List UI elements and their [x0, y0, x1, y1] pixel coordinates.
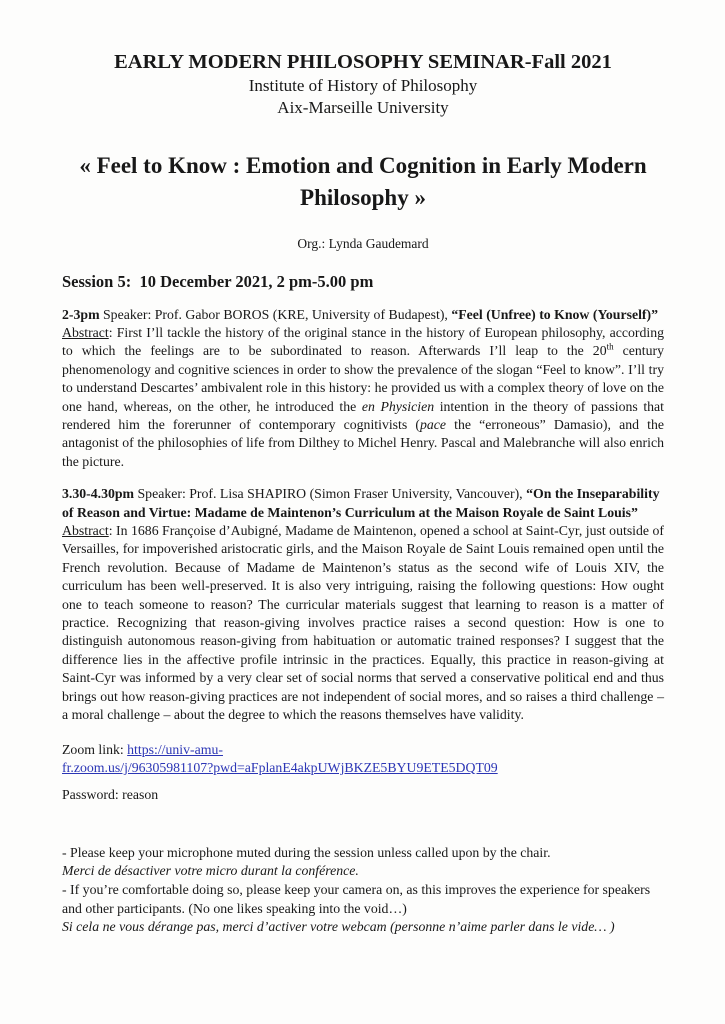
note-microphone-fr: Merci de désactiver votre micro durant la conférence.: [62, 863, 359, 879]
document-header: [62, 50, 664, 119]
seminar-theme-title: « Feel to Know : Emotion and Cognition in Early Modern Philosophy »: [79, 153, 647, 210]
zoom-link-label: Zoom link:: [62, 741, 128, 757]
password-line: Password: reason: [62, 787, 159, 803]
note-microphone-en: - Please keep your microphone muted during the session unless called upon by the chair.: [62, 844, 551, 860]
organizer-line: Org.: Lynda Gaudemard: [297, 235, 429, 251]
institute-line: Institute of History of Philosophy: [248, 75, 478, 95]
university-line: Aix-Marseille University: [277, 98, 449, 118]
talk-boros-heading: 2-3pm Speaker: Prof. Gabor BOROS (KRE, University of Budapest), “Feel (Unfree) to Know (Yourself)”: [62, 306, 658, 322]
zoom-meeting-link[interactable]: [62, 742, 498, 775]
session-rules: [62, 844, 664, 937]
note-camera-fr: Si cela ne vous dérange pas, merci d’activer votre webcam (personne n’aime parler dans le vide… ): [62, 919, 615, 935]
talk-boros: [62, 306, 664, 472]
talk-shapiro: [62, 485, 664, 724]
zoom-url-line1: https://univ-amu-: [127, 741, 223, 757]
talk-shapiro-heading: 3.30-4.30pm Speaker: Prof. Lisa SHAPIRO (Simon Fraser University, Vancouver), “On the Inseparability of Reason and Virtue: Madame de Maintenon’s Curriculum at the Maison Royale de Saint Louis”: [62, 486, 660, 520]
zoom-link-block: [62, 741, 664, 778]
series-title: EARLY MODERN PHILOSOPHY SEMINAR-Fall 2021: [114, 51, 612, 73]
note-camera-en: - If you’re comfortable doing so, please keep your camera on, as this improves the experience for speakers and other participants. (No one likes speaking into the void…): [62, 881, 651, 916]
zoom-url-line2: fr.zoom.us/j/96305981107?pwd=aFplanE4akpUWjBKZE5BYU9ETE5DQT09: [62, 759, 498, 775]
talk-shapiro-abstract: Abstract: In 1686 Françoise d’Aubigné, Madame de Maintenon, opened a school at Saint-Cyr, just outside of Versailles, for impoverished aristocratic girls, and the Maison Royale de Saint Louis remained open until the French revolution. Because of Madame de Maintenon’s status as the second wife of Louis XIV, the curriculum has been well-preserved. It is also very intriguing, raising the following questions: How ought one to teach someone to reason? The curricular materials suggest that learning to reason is a matter of practice. Recognizing that reason-giving involves practice raises a second question: How is one to distinguish autonomous reason-giving from habituation or automatic trained responses? I suggest that the difference lies in the affective profile intrinsic in the practices. Equally, this practice in reason-giving at Saint-Cyr was informed by a very clear set of social norms that served a conservative political end and thus brings out how reason-giving practices are not independent of social mores, and so raises a third challenge – a moral challenge – about the degree to which the reasons themselves have validity.: [62, 523, 664, 723]
session-heading: Session 5: 10 December 2021, 2 pm-5.00 pm: [62, 271, 374, 291]
talk-boros-abstract: Abstract: First I’ll tackle the history of the original stance in the history of European philosophy, according to which the feelings are to be subordinated to reason. Afterwards I’ll leap to the 20th century phenomenology and cognitive sciences in order to show the prevalence of the slogan “Feel to know”. I’ll try to understand Descartes’ ambivalent role in this history: he provided us with a complex theory of love on the one hand, whereas, on the other, he introduced the en Physicien intention in the theory of passions that rendered him the forerunner of contemporary cognitivists (pace the “erroneous” Damasio), and the antagonist of the philosophies of life from Dilthey to Michel Henry. Pascal and Malebranche will also enrich the picture.: [62, 324, 665, 469]
